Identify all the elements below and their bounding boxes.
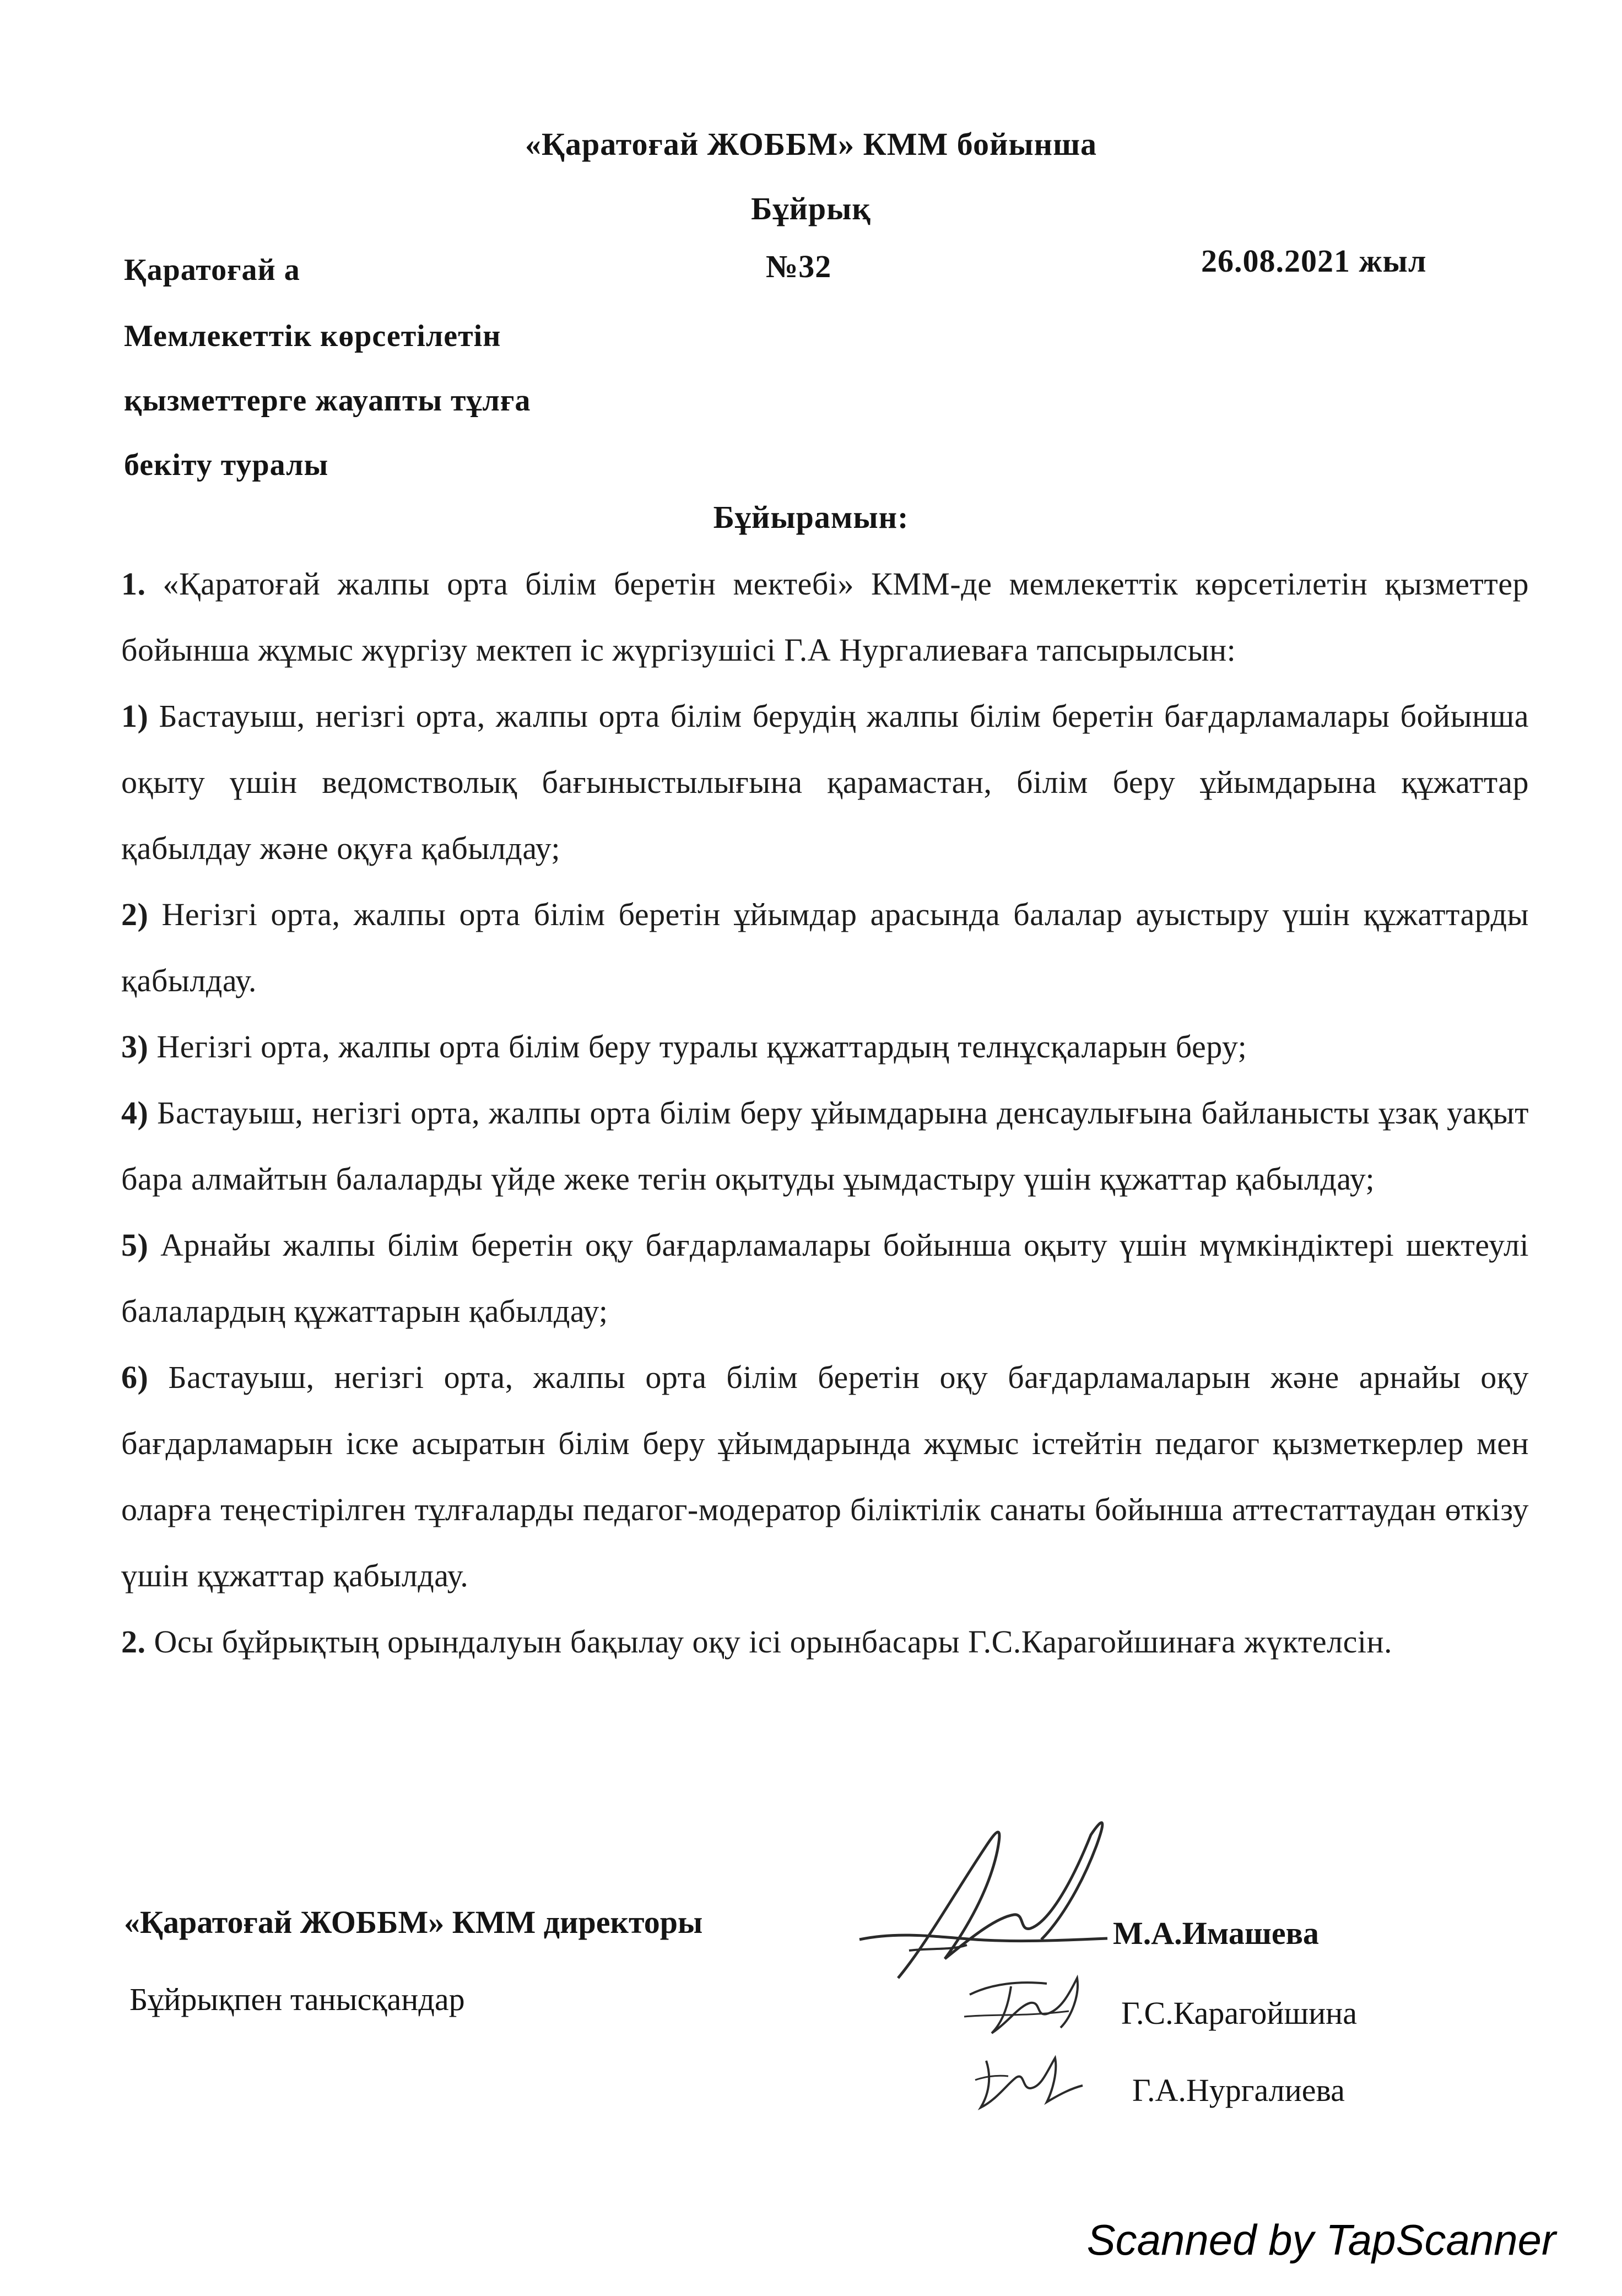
paragraph-1-1: 1) Бастауыш, негізгі орта, жалпы орта білім берудің жалпы білім беретін бағдарламалары бойынша оқыту үшін ведомстволық бағыныстылығына қарамастан, білім беру ұйымдарына құжаттар қабылдау және оқуға қабылдау; <box>121 698 1529 866</box>
signature-1-icon <box>959 1962 1091 2044</box>
director-title: «Қаратоғай ЖОББМ» КММ директоры <box>124 1904 703 1940</box>
order-date: 26.08.2021 жыл <box>1201 243 1427 279</box>
subject-line-3: бекіту туралы <box>124 448 329 482</box>
paragraph-1-4: 4) Бастауыш, негізгі орта, жалпы орта білім беру ұйымдарына денсаулығына байланысты ұзақ уақыт бара алмайтын балаларды үйде жеке тегін оқытуды ұымдастыру үшін құжаттар қабылдау; <box>121 1095 1529 1197</box>
paragraph-1-2: 2) Негізгі орта, жалпы орта білім беретін ұйымдар арасында балалар ауыстыру үшін құжаттарды қабылдау. <box>121 896 1529 998</box>
org-title: «Қаратоғай ЖОББМ» КММ бойынша <box>525 126 1097 162</box>
paragraph-1-3: 3) Негізгі орта, жалпы орта білім беру туралы құжаттардың телнұсқаларын беру; <box>121 1029 1247 1065</box>
doc-type: Бұйрық <box>751 191 871 226</box>
acquainted-name-2: Г.А.Нургалиева <box>1132 2072 1345 2108</box>
paragraph-1-6: 6) Бастауыш, негізгі орта, жалпы орта білім беретін оқу бағдарламаларын және арнайы оқу бағдарламарын іске асыратын білім беру ұйымдарында жұмыс істейтін педагог қызметкерлер мен оларға теңестірілген тұлғаларды педагог-модератор біліктілік санаты бойынша аттестаттаудан өткізу үшін құжаттар қабылдау. <box>121 1359 1529 1593</box>
order-number: №32 <box>766 248 832 284</box>
order-word: Бұйырамын: <box>713 499 909 535</box>
place: Қаратоғай а <box>124 253 300 287</box>
paragraph-1: 1. «Қаратоғай жалпы орта білім беретін мектебі» КММ-де мемлекеттік көрсетілетін қызметтер бойынша жұмыс жүргізу мектеп іс жүргізушісі Г.А Нургалиеваға тапсырылсын: <box>121 566 1529 668</box>
scanner-watermark: Scanned by TapScanner <box>1086 2216 1556 2264</box>
paragraph-1-5: 5) Арнайы жалпы білім беретін оқу бағдарламалары бойынша оқыту үшін мүмкіндіктері шектеулі балалардың құжаттарын қабылдау; <box>121 1227 1529 1329</box>
signature-2-icon <box>964 2039 1096 2121</box>
director-name: М.А.Имашева <box>1113 1915 1319 1951</box>
subject-line-2: қызметтерге жауапты тұлға <box>124 383 531 418</box>
acquainted-label: Бұйрықпен танысқандар <box>129 1981 465 2017</box>
subject-line-1: Мемлекеттік көрсетілетін <box>124 319 501 353</box>
order-body <box>121 551 1529 1675</box>
acquainted-name-1: Г.С.Карагойшина <box>1121 1995 1357 2031</box>
paragraph-2: 2. Осы бұйрықтың орындалуын бақылау оқу ісі орынбасары Г.С.Карагойшинаға жүктелсін. <box>121 1624 1392 1660</box>
